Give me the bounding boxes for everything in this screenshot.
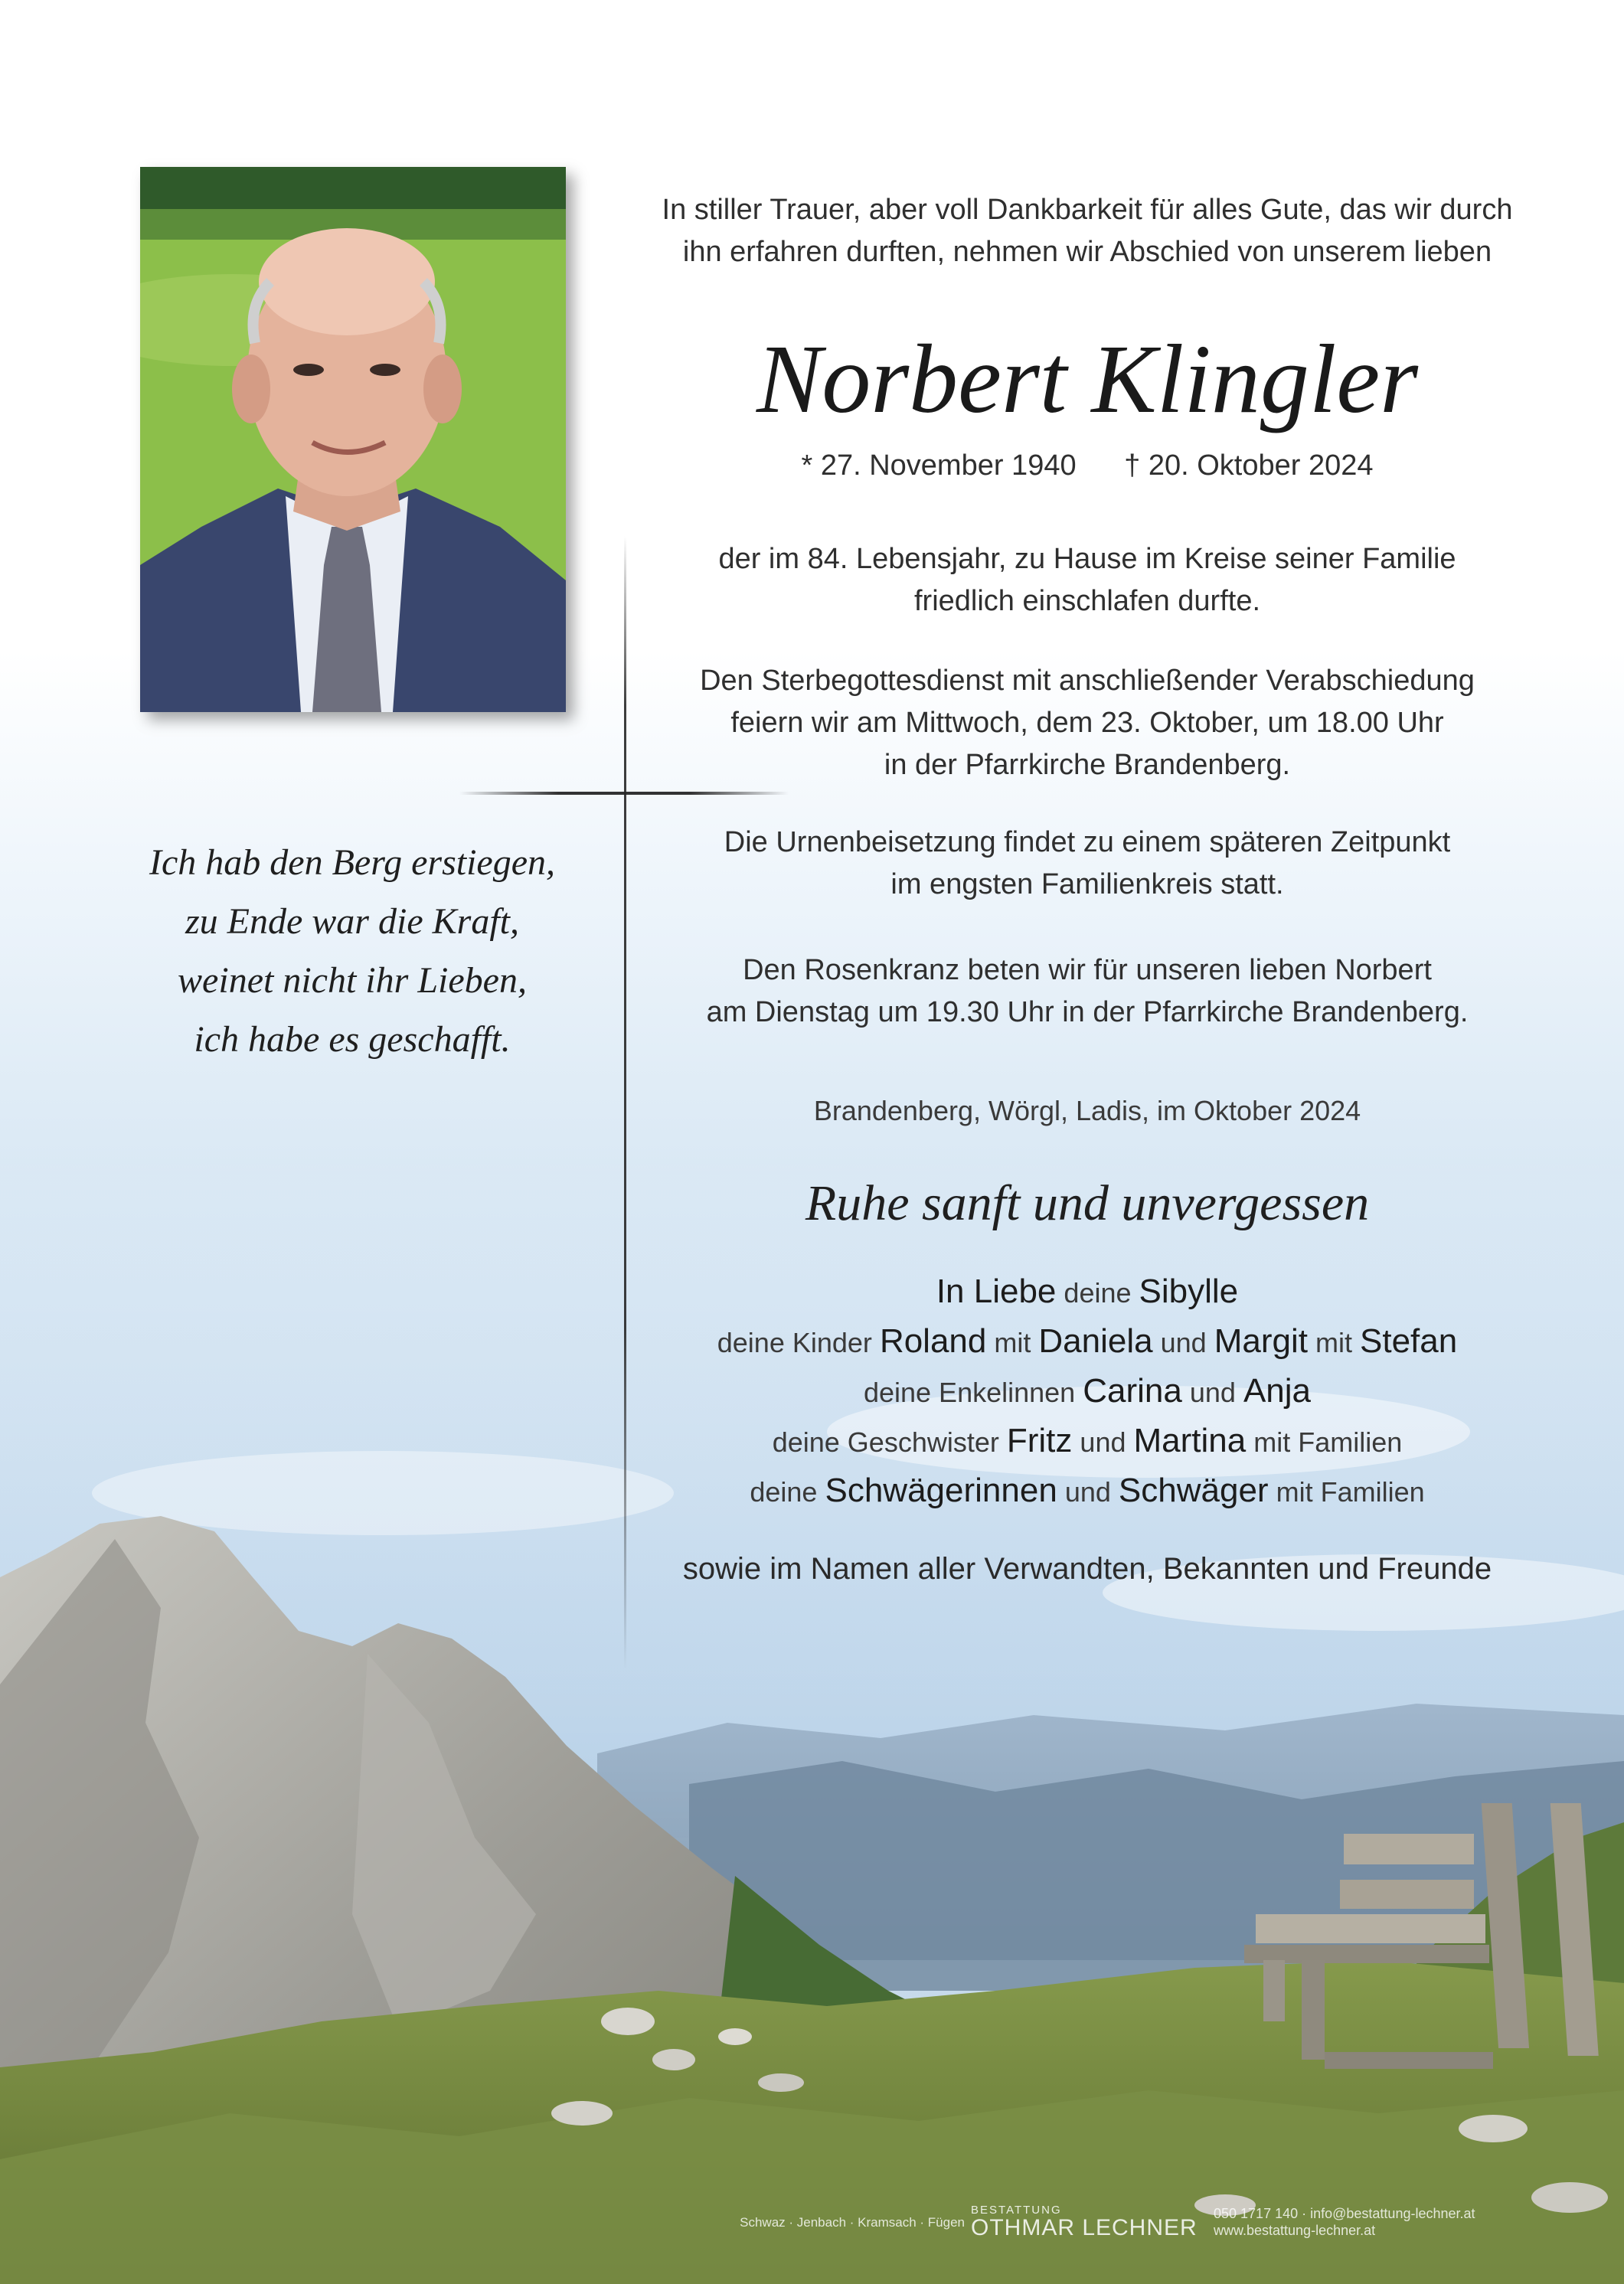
family-name: Fritz [1006,1422,1073,1459]
family-line-siblings [643,1416,1531,1466]
family-list [643,1267,1531,1516]
footer-locations: Schwaz · Jenbach · Kramsach · Fügen [740,2215,965,2230]
family-name: Stefan [1360,1322,1458,1360]
family-name: Schwägerinnen [825,1472,1057,1509]
family-name: Margit [1214,1322,1308,1360]
intro-line: ihn erfahren durften, nehmen wir Abschied von unserem lieben [682,236,1492,268]
text-line: der im 84. Lebensjahr, zu Hause im Kreise seiner Familie [718,543,1456,575]
intro-line: In stiller Trauer, aber voll Dankbarkeit für alles Gute, das wir durch [662,194,1513,226]
family-text: und [1189,1377,1236,1408]
closing-line: sowie im Namen aller Verwandten, Bekannten und Freunde [682,1552,1492,1586]
paragraph-funeral-service [643,660,1531,786]
family-name: Daniela [1038,1322,1153,1360]
text-line: feiern wir am Mittwoch, dem 23. Oktober, um 18.00 Uhr [730,707,1444,739]
family-line-in-laws [643,1466,1531,1516]
memorial-poem [84,833,620,1069]
family-text: deine Enkelinnen [863,1377,1076,1408]
poem-line: Ich hab den Berg erstiegen, [149,842,556,883]
funeral-home-logo [971,2204,1201,2240]
text-line: im engsten Familienkreis statt. [890,868,1284,900]
text-line: Den Rosenkranz beten wir für unseren lieben Norbert [743,954,1432,986]
family-text: mit Familien [1253,1426,1403,1458]
family-text: In Liebe [936,1273,1057,1310]
deceased-name: Norbert Klingler [756,325,1419,433]
place-and-date: Brandenberg, Wörgl, Ladis, im Oktober 2024 [813,1095,1361,1126]
family-name: Schwäger [1118,1472,1269,1509]
family-name: Roland [879,1322,987,1360]
family-line-children [643,1317,1531,1367]
brand-name: OTHMAR LECHNER [971,2215,1198,2240]
life-dates [643,446,1531,485]
paragraph-urn-burial [643,822,1531,906]
poem-line: ich habe es geschafft. [194,1019,511,1060]
paragraph-rosary [643,949,1531,1034]
family-text: mit [1315,1327,1352,1358]
family-text: deine Kinder [717,1327,872,1358]
portrait-photo [140,167,566,712]
family-text: und [1160,1327,1207,1358]
birth-date: * 27. November 1940 [801,449,1077,482]
brand-small: BESTATTUNG [971,2204,1062,2217]
family-text: mit [994,1327,1031,1358]
family-text: und [1080,1426,1126,1458]
text-line: in der Pfarrkirche Brandenberg. [884,749,1291,781]
text-line: Die Urnenbeisetzung findet zu einem späteren Zeitpunkt [724,826,1451,858]
family-text: deine Geschwister [772,1426,999,1458]
family-text: mit Familien [1276,1476,1425,1508]
poem-line: zu Ende war die Kraft, [185,901,519,942]
cross-horizontal-line [459,792,789,795]
family-text: deine [750,1476,818,1508]
contact-line: 050 1717 140 · info@bestattung-lechner.at [1214,2206,1475,2221]
family-line-spouse [643,1267,1531,1317]
death-date: † 20. Oktober 2024 [1124,449,1374,482]
text-line: friedlich einschlafen durfte. [913,585,1261,617]
text-line: Den Sterbegottesdienst mit anschließender Verabschiedung [700,665,1475,697]
cross-vertical-line [624,536,626,1669]
poem-line: weinet nicht ihr Lieben, [178,960,527,1001]
family-name: Carina [1083,1372,1182,1410]
family-name: Sibylle [1139,1273,1239,1310]
paragraph-passing [643,538,1531,622]
family-name: Martina [1133,1422,1247,1459]
intro-text [643,189,1531,273]
contact-website: www.bestattung-lechner.at [1214,2223,1376,2238]
family-name: Anja [1243,1372,1312,1410]
rest-in-peace-heading: Ruhe sanft und unvergessen [805,1175,1370,1231]
text-line: am Dienstag um 19.30 Uhr in der Pfarrkirche Brandenberg. [706,996,1469,1028]
footer-contact [1214,2205,1475,2239]
family-line-grandchildren [643,1367,1531,1416]
family-text: deine [1064,1277,1132,1309]
family-text: und [1064,1476,1111,1508]
